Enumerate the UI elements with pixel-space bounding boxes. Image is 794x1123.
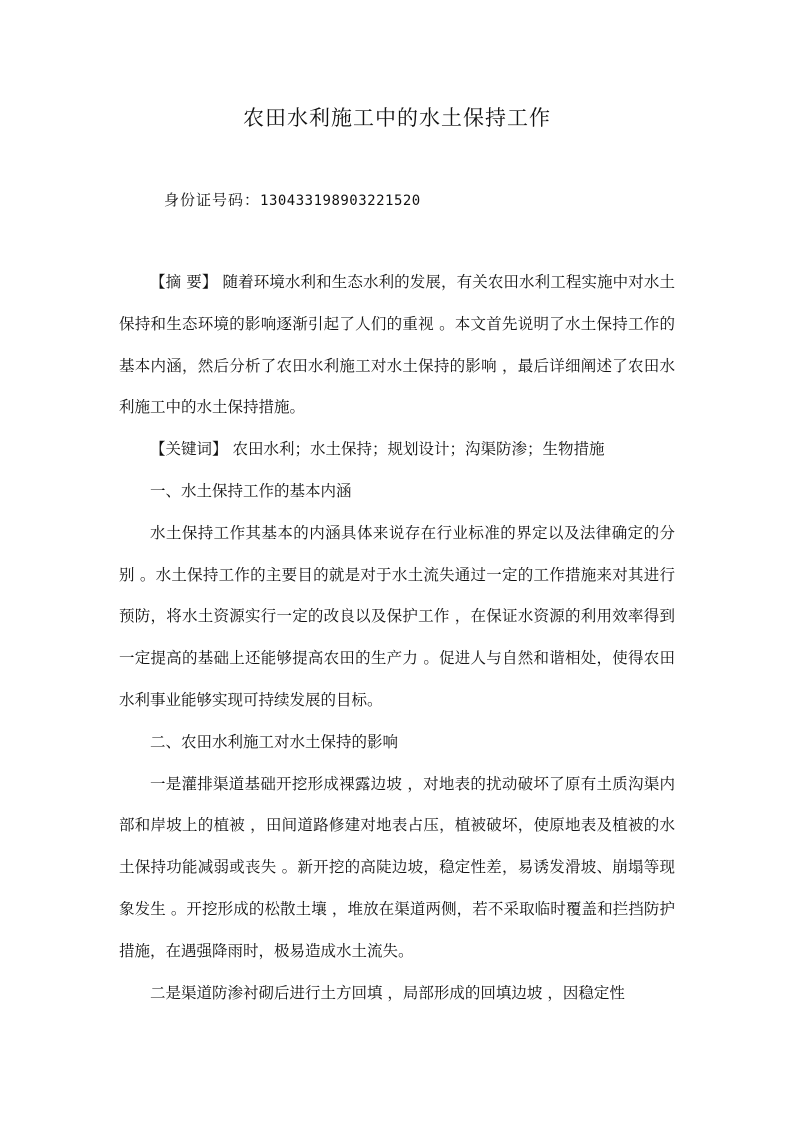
id-number-value: 130433198903221520	[260, 193, 421, 209]
id-number-label: 身份证号码：	[164, 191, 261, 209]
keywords-paragraph	[119, 429, 675, 471]
section-2-paragraph-1: 一是灌排渠道基础开挖形成裸露边坡 ，对地表的扰动破坏了原有土质沟渠内部和岸坡上的植被 ，田间道路修建对地表占压，植被破坏，使原地表及植被的水土保持功能减弱或丧失 。新开挖的高陡边坡，稳定性差，易诱发滑坡、崩塌等现象发生 。开挖形成的松散土壤 ，堆放在渠道两侧，若不采取临时覆盖和拦挡防护措施，在遇强降雨时，极易造成水土流失。	[119, 774, 675, 960]
document-title: 农田水利施工中的水土保持工作	[243, 106, 551, 130]
id-number-line	[164, 186, 421, 215]
keywords-text: 农田水利；水土保持；规划设计；沟渠防渗；生物措施	[227, 440, 605, 459]
section-heading-1: 一、水土保持工作的基本内涵	[150, 481, 352, 500]
abstract-text: 随着环境水利和生态水利的发展，有关农田水利工程实施中对水土保持和生态环境的影响逐渐引起了人们的重视 。本文首先说明了水土保持工作的基本内涵，然后分析了农田水利施工对水土保持的影响 ，最后详细阐述了农田水利施工中的水土保持措施。	[119, 273, 675, 417]
section-heading-2: 二、农田水利施工对水土保持的影响	[150, 732, 399, 751]
keywords-label: 【关键词】	[150, 440, 228, 459]
section-1-paragraph-1: 水土保持工作其基本的内涵具体来说存在行业标准的界定以及法律确定的分别 。水土保持工作的主要目的就是对于水土流失通过一定的工作措施来对其进行预防，将水土资源实行一定的改良以及保护工作 ，在保证水资源的利用效率得到一定提高的基础上还能够提高农田的生产力 。促进人与自然和谐相处，使得农田水利事业能够实现可持续发展的目标。	[119, 523, 675, 709]
document-body	[119, 262, 675, 1014]
abstract-label: 【摘 要】	[150, 273, 218, 291]
section-2-paragraph-2: 二是渠道防渗衬砌后进行土方回填 ，局部形成的回填边坡 ，因稳定性	[150, 983, 625, 1002]
abstract-paragraph	[119, 262, 675, 429]
